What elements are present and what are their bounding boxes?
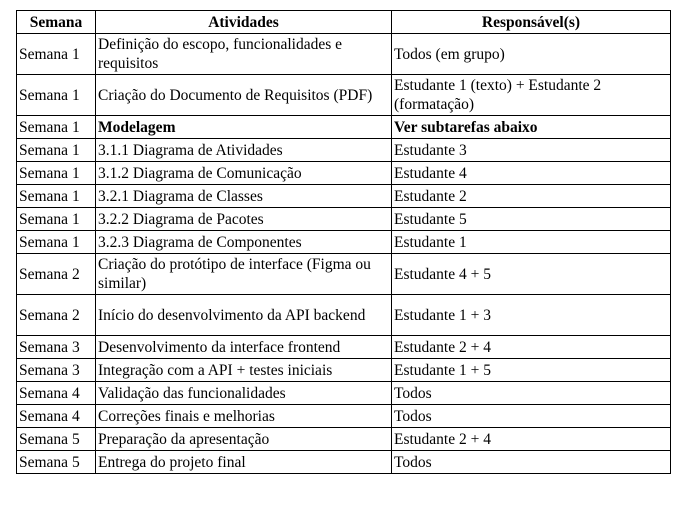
responsible-cell: Estudante 5: [392, 208, 671, 231]
responsible-cell: Estudante 1 + 5: [392, 359, 671, 382]
activity-cell: 3.2.1 Diagrama de Classes: [96, 185, 392, 208]
week-cell: Semana 3: [17, 336, 96, 359]
week-cell: Semana 5: [17, 428, 96, 451]
activity-cell: 3.2.3 Diagrama de Componentes: [96, 231, 392, 254]
responsible-cell: Estudante 3: [392, 139, 671, 162]
responsible-cell: Estudante 4: [392, 162, 671, 185]
responsible-cell: Todos: [392, 451, 671, 474]
activity-cell: Criação do Documento de Requisitos (PDF): [96, 75, 392, 116]
responsible-cell: Estudante 2 + 4: [392, 336, 671, 359]
table-row: [17, 162, 671, 185]
table-row: [17, 116, 671, 139]
table-row: [17, 336, 671, 359]
table-row: [17, 254, 671, 295]
responsible-cell: Estudante 4 + 5: [392, 254, 671, 295]
activity-cell: Entrega do projeto final: [96, 451, 392, 474]
table-row: [17, 405, 671, 428]
table-row: [17, 139, 671, 162]
table-row: [17, 185, 671, 208]
activity-cell: 3.1.2 Diagrama de Comunicação: [96, 162, 392, 185]
table-header-row: [17, 11, 671, 34]
header-activities: Atividades: [96, 11, 392, 34]
activity-cell: Início do desenvolvimento da API backend: [96, 295, 392, 336]
responsible-cell: Todos (em grupo): [392, 34, 671, 75]
responsible-cell: Estudante 1 + 3: [392, 295, 671, 336]
activity-cell: Preparação da apresentação: [96, 428, 392, 451]
table-row: [17, 382, 671, 405]
table-row: [17, 359, 671, 382]
week-cell: Semana 1: [17, 231, 96, 254]
table-row: [17, 231, 671, 254]
week-cell: Semana 1: [17, 34, 96, 75]
week-cell: Semana 1: [17, 75, 96, 116]
table-row: [17, 451, 671, 474]
week-cell: Semana 5: [17, 451, 96, 474]
responsible-cell: Estudante 1 (texto) + Estudante 2 (formatação): [392, 75, 671, 116]
responsible-cell: Ver subtarefas abaixo: [392, 116, 671, 139]
activity-cell: 3.2.2 Diagrama de Pacotes: [96, 208, 392, 231]
week-cell: Semana 1: [17, 162, 96, 185]
week-cell: Semana 4: [17, 382, 96, 405]
table-row: [17, 75, 671, 116]
week-cell: Semana 2: [17, 295, 96, 336]
header-week: Semana: [17, 11, 96, 34]
week-cell: Semana 3: [17, 359, 96, 382]
week-cell: Semana 1: [17, 208, 96, 231]
activity-cell: Correções finais e melhorias: [96, 405, 392, 428]
table-row: [17, 34, 671, 75]
responsible-cell: Todos: [392, 405, 671, 428]
activity-cell: Validação das funcionalidades: [96, 382, 392, 405]
activity-cell: 3.1.1 Diagrama de Atividades: [96, 139, 392, 162]
responsible-cell: Estudante 1: [392, 231, 671, 254]
responsible-cell: Todos: [392, 382, 671, 405]
schedule-table: [16, 10, 671, 474]
table-row: [17, 208, 671, 231]
header-responsible: Responsável(s): [392, 11, 671, 34]
activity-cell: Definição do escopo, funcionalidades e requisitos: [96, 34, 392, 75]
activity-cell: Modelagem: [96, 116, 392, 139]
activity-cell: Desenvolvimento da interface frontend: [96, 336, 392, 359]
activity-cell: Criação do protótipo de interface (Figma ou similar): [96, 254, 392, 295]
week-cell: Semana 1: [17, 116, 96, 139]
week-cell: Semana 1: [17, 185, 96, 208]
week-cell: Semana 4: [17, 405, 96, 428]
responsible-cell: Estudante 2 + 4: [392, 428, 671, 451]
table-row: [17, 295, 671, 336]
table-row: [17, 428, 671, 451]
week-cell: Semana 2: [17, 254, 96, 295]
activity-cell: Integração com a API + testes iniciais: [96, 359, 392, 382]
week-cell: Semana 1: [17, 139, 96, 162]
responsible-cell: Estudante 2: [392, 185, 671, 208]
